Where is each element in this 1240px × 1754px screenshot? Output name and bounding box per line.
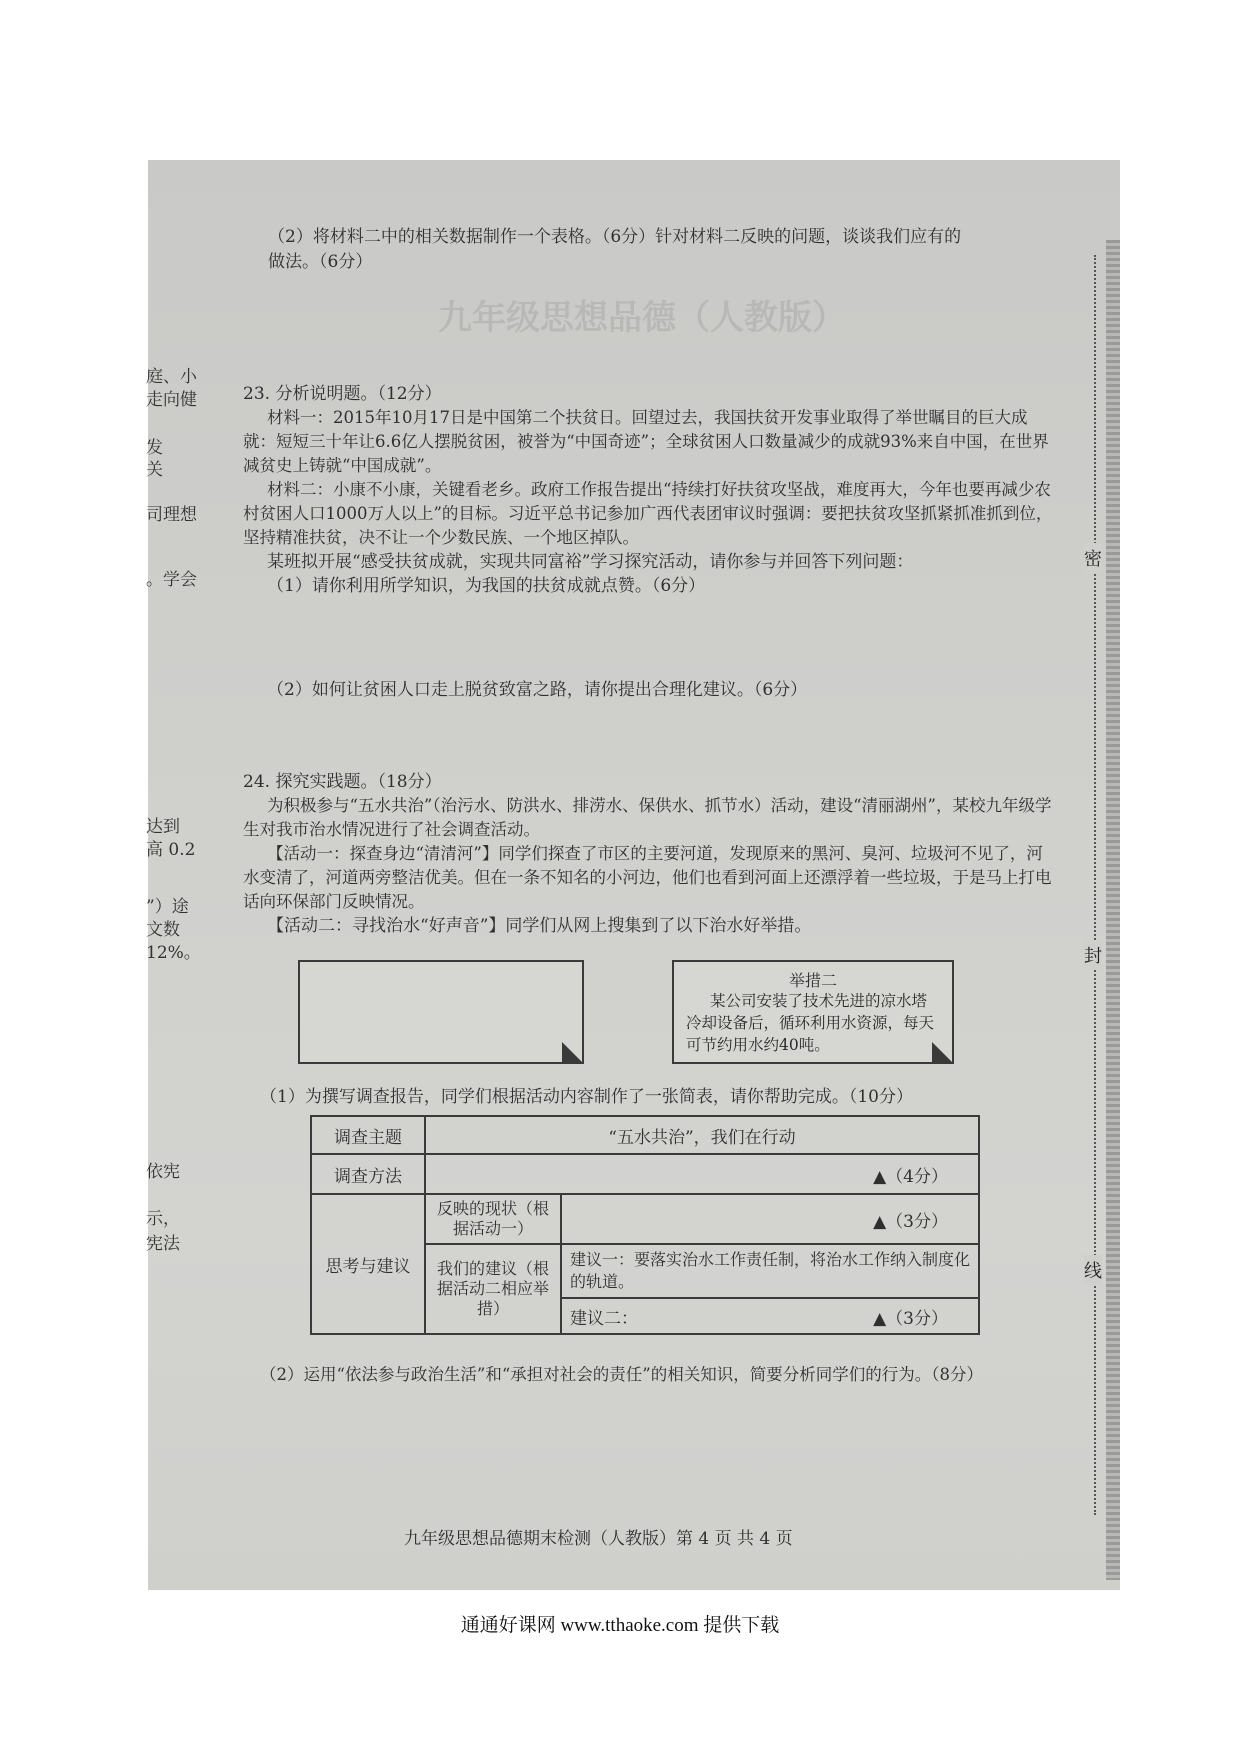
q24-intro: 为积极参与“五水共治”（治污水、防洪水、排涝水、保供水、抓节水）活动，建设“清丽湖州”，某校九年级学生对我市治水情况进行了社会调查活动。 bbox=[243, 796, 1052, 839]
status-label: 反映的现状（根据活动一） bbox=[425, 1194, 561, 1244]
q22-part2-cont: 做法。（6分） bbox=[268, 252, 373, 272]
left-edge-text: ”）途 bbox=[146, 897, 189, 917]
q23-material1: 材料一：2015年10月17日是中国第二个扶贫日。回望过去，我国扶贫开发事业取得了举世瞩目的巨大成就：短短三十年让6.6亿人摆脱贫困，被誉为“中国奇迹”；全球贫困人口数量减少的成就93%来自中国，在世界减贫史上铸就“中国成就”。 bbox=[243, 408, 1049, 475]
measure-card-2 bbox=[672, 960, 954, 1064]
left-edge-text: 示， bbox=[146, 1209, 180, 1229]
scanned-exam-page bbox=[148, 160, 1120, 1590]
measure-card-1 bbox=[298, 960, 584, 1064]
left-edge-text: 依宪 bbox=[146, 1162, 180, 1182]
think-label: 思考与建议 bbox=[311, 1194, 425, 1334]
left-edge-text: 高 0.2 bbox=[146, 840, 196, 860]
q24-activity2: 【活动二：寻找治水“好声音”】同学们从网上搜集到了以下治水好举措。 bbox=[267, 916, 812, 936]
card-fold-corner bbox=[562, 1042, 584, 1064]
suggestion-1: 建议一：要落实治水工作责任制，将治水工作纳入制度化的轨道。 bbox=[561, 1244, 979, 1298]
suggestion-2-cell bbox=[561, 1298, 979, 1334]
left-edge-text: 文数 bbox=[146, 920, 180, 940]
q22-part2: （2）将材料二中的相关数据制作一个表格。（6分）针对材料二反映的问题，谈谈我们应有的 bbox=[268, 227, 962, 247]
suggest-label: 我们的建议（根据活动二相应举措） bbox=[425, 1244, 561, 1334]
method-label: 调查方法 bbox=[311, 1154, 425, 1194]
left-edge-text: 关 bbox=[146, 460, 163, 480]
page-footer: 九年级思想品德期末检测（人教版）第 4 页 共 4 页 bbox=[404, 1529, 793, 1549]
survey-table bbox=[310, 1115, 980, 1335]
binding-char-close: 封 bbox=[1084, 940, 1102, 970]
left-edge-text: 走向健 bbox=[146, 390, 197, 410]
table-row bbox=[311, 1194, 979, 1244]
suggestion-2-value: ▲（3分） bbox=[873, 1308, 948, 1329]
left-edge-text: 达到 bbox=[146, 817, 180, 837]
table-row bbox=[311, 1116, 979, 1154]
q24-question-2: （2）运用“依法参与政治生活”和“承担对社会的责任”的相关知识，简要分析同学们的行为。（8分） bbox=[260, 1365, 983, 1384]
q23-question-2: （2）如何让贫困人口走上脱贫致富之路，请你提出合理化建议。（6分） bbox=[267, 680, 808, 700]
left-edge-text: 司理想 bbox=[146, 505, 197, 525]
method-value: ▲（4分） bbox=[425, 1154, 979, 1194]
theme-label: 调查主题 bbox=[311, 1116, 425, 1154]
q24-question-1: （1）为撰写调查报告，同学们根据活动内容制作了一张简表，请你帮助完成。（10分） bbox=[260, 1087, 913, 1107]
q23-intro: 某班拟开展“感受扶贫成就，实现共同富裕”学习探究活动，请你参与并回答下列问题： bbox=[267, 552, 914, 572]
status-value: ▲（3分） bbox=[561, 1194, 979, 1244]
card2-body: 某公司安装了技术先进的凉水塔冷却设备后，循环利用水资源，每天可节约用水约40吨。 bbox=[686, 992, 935, 1054]
bleed-through-title: 九年级思想品德（人教版） bbox=[438, 298, 846, 338]
binding-char-seal: 密 bbox=[1084, 543, 1102, 573]
q24-title: 24. 探究实践题。（18分） bbox=[243, 772, 442, 792]
q24-activity1: 【活动一：探查身边“清清河”】同学们探查了市区的主要河道，发现原来的黑河、臭河、垃圾河不见了，河水变清了，河道两旁整洁优美。但在一条不知名的小河边，他们也看到河面上还漂浮着一些垃圾，于是马上打电话向环保部门反映情况。 bbox=[243, 844, 1052, 911]
left-edge-text: 发 bbox=[146, 438, 163, 458]
page-edge-strip bbox=[1106, 240, 1120, 1580]
download-credit: 通通好课网 www.tthaoke.com 提供下载 bbox=[460, 1615, 780, 1636]
card2-title: 举措二 bbox=[788, 971, 837, 990]
left-edge-text: 庭、小 bbox=[146, 367, 197, 387]
table-row bbox=[311, 1154, 979, 1194]
q23-material2: 材料二：小康不小康，关键看老乡。政府工作报告提出“持续打好扶贫攻坚战，难度再大，今年也要再减少农村贫困人口1000万人以上”的目标。习近平总书记参加广西代表团审议时强调：要把扶贫攻坚抓紧抓准抓到位，坚持精准扶贫，决不让一个少数民族、一个地区掉队。 bbox=[243, 480, 1053, 547]
suggestion-2-label: 建议二： bbox=[570, 1308, 638, 1329]
left-edge-text: 。学会 bbox=[146, 570, 197, 590]
left-edge-text: 12%。 bbox=[146, 943, 201, 963]
theme-value: “五水共治”，我们在行动 bbox=[425, 1116, 979, 1154]
left-edge-text: 宪法 bbox=[146, 1234, 180, 1254]
q23-question-1: （1）请你利用所学知识，为我国的扶贫成就点赞。（6分） bbox=[267, 576, 706, 596]
binding-char-line: 线 bbox=[1084, 1255, 1102, 1285]
binding-line bbox=[1094, 255, 1096, 1515]
q23-title: 23. 分析说明题。（12分） bbox=[243, 384, 442, 404]
